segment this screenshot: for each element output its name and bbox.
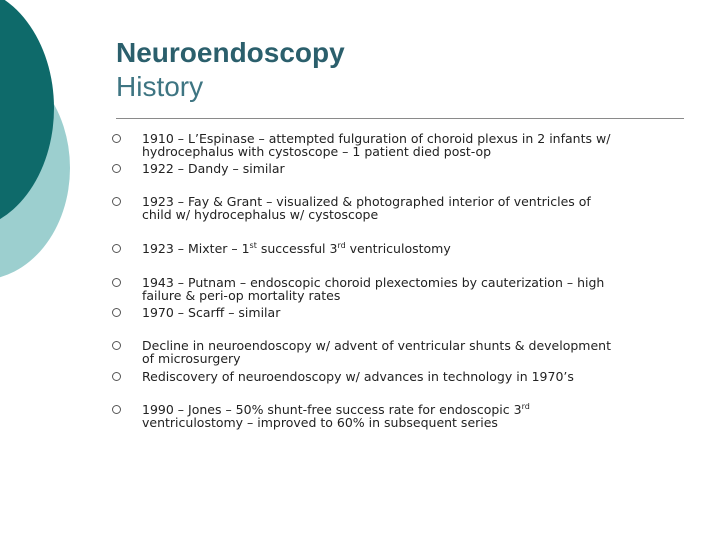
bullet-marker-icon — [112, 372, 121, 381]
bullet-text: 1910 – L’Espinase – attempted fulguration of choroid plexus in 2 infants w/ hydrocephalus with cystoscope – 1 patient died post-op — [142, 131, 611, 159]
bullet-text: 1922 – Dandy – similar — [142, 161, 285, 176]
bullet-marker-icon — [112, 134, 121, 143]
bullet-text: 1923 – Mixter – 1st successful 3rd ventriculostomy — [142, 240, 451, 256]
bullet-marker-icon — [112, 341, 121, 350]
bullet-marker-icon — [112, 197, 121, 206]
bullet-text: 1990 – Jones – 50% shunt-free success rate for endoscopic 3rd ventriculostomy – improved to 60% in subsequent series — [142, 401, 530, 430]
bullet-marker-icon — [112, 164, 121, 173]
title-line-1: Neuroendoscopy — [116, 37, 345, 68]
title-line-2: History — [116, 71, 204, 102]
slide-title — [116, 36, 345, 104]
title-divider — [116, 118, 684, 119]
bullet-text: 1923 – Fay & Grant – visualized & photographed interior of ventricles of child w/ hydrocephalus w/ cystoscope — [142, 194, 591, 222]
bullet-marker-icon — [112, 308, 121, 317]
bullet-text: Decline in neuroendoscopy w/ advent of ventricular shunts & development of microsurgery — [142, 338, 611, 366]
bullet-text: 1970 – Scarff – similar — [142, 305, 281, 320]
bullet-marker-icon — [112, 244, 121, 253]
bullet-text: 1943 – Putnam – endoscopic choroid plexectomies by cauterization – high failure & peri-op mortality rates — [142, 275, 605, 303]
decorative-circles — [0, 0, 80, 300]
bullet-text: Rediscovery of neuroendoscopy w/ advances in technology in 1970’s — [142, 369, 574, 384]
bullet-marker-icon — [112, 278, 121, 287]
bullet-marker-icon — [112, 405, 121, 414]
